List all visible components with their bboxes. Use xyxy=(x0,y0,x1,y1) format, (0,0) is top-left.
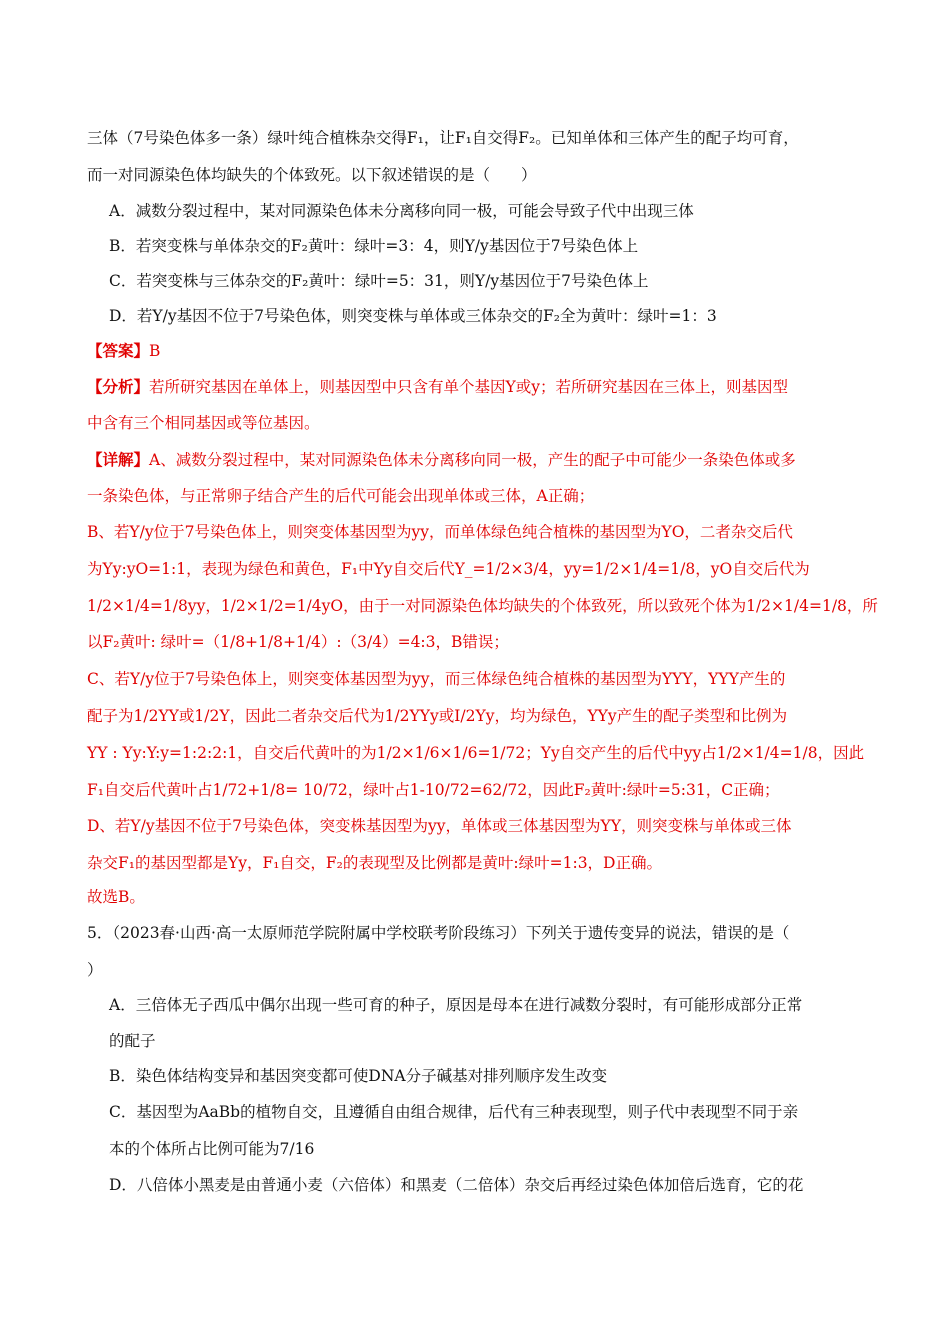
detail-line-5: 1/2×1/4=1/8yy，1/2×1/2=1/4yO，由于一对同源染色体均缺失的个体致死，所以致死个体为1/2×1/4=1/8，所 xyxy=(87,597,878,615)
analysis-text-1: 若所研究基因在单体上，则基因型中只含有单个基因Y或y；若所研究基因在三体上，则基因型 xyxy=(149,378,789,396)
detail-line-6: 以F₂黄叶: 绿叶=（1/8+1/8+1/4）:（3/4）=4:3，B错误； xyxy=(87,633,509,651)
detail-line-13: 故选B。 xyxy=(87,888,145,906)
detail-tag: 【详解】 xyxy=(87,450,150,469)
q4-stem-line-1: 三体（7号染色体多一条）绿叶纯合植株杂交得F₁，让F₁自交得F₂。已知单体和三体产生的配子均可育， xyxy=(87,129,799,147)
detail-line-10: F₁自交后代黄叶占1/72+1/8= 10/72，绿叶占1-10/72=62/72，因此F₂黄叶:绿叶=5:31，C正确； xyxy=(87,781,780,799)
q5-option-c-line-1: C．基因型为AaBb的植物自交，且遵循自由组合规律，后代有三种表现型，则子代中表现型不同于亲 xyxy=(109,1103,799,1121)
analysis-line-1 xyxy=(87,377,788,397)
detail-line-7: C、若Y/y位于7号染色体上，则突变体基因型为yy，而三体绿色纯合植株的基因型为YYY，YYY产生的 xyxy=(87,670,786,688)
q5-option-a-line-1: A．三倍体无子西瓜中偶尔出现一些可育的种子，原因是母本在进行减数分裂时，有可能形成部分正常 xyxy=(109,996,803,1014)
q5-option-c-line-2: 本的个体所占比例可能为7/16 xyxy=(109,1140,315,1158)
answer-tag: 【答案】 xyxy=(87,341,150,360)
q4-stem-line-2: 而一对同源染色体均缺失的个体致死。以下叙述错误的是（ ） xyxy=(87,166,537,184)
detail-line-2: 一条染色体，与正常卵子结合产生的后代可能会出现单体或三体，A正确； xyxy=(87,487,595,505)
q5-option-d-line-1: D．八倍体小黑麦是由普通小麦（六倍体）和黑麦（二倍体）杂交后再经过染色体加倍后选育，它的花 xyxy=(109,1176,804,1194)
answer-value: B xyxy=(149,342,161,360)
detail-line-9: YY : Yy:Y:y=1:2:2:1，自交后代黄叶的为1/2×1/6×1/6=1/72；Yy自交产生的后代中yy占1/2×1/4=1/8，因此 xyxy=(87,744,865,762)
detail-line-1 xyxy=(87,450,796,470)
detail-line-12: 杂交F₁的基因型都是Yy，F₁自交，F₂的表现型及比例都是黄叶:绿叶=1:3，D正确。 xyxy=(87,854,662,872)
detail-line-11: D、若Y/y基因不位于7号染色体，突变株基因型为yy，单体或三体基因型为YY，则突变株与单体或三体 xyxy=(87,817,792,835)
analysis-tag: 【分析】 xyxy=(87,377,150,396)
q5-stem-line-1: 5．（2023春·山西·高一太原师范学院附属中学校联考阶段练习）下列关于遗传变异的说法，错误的是（ xyxy=(87,924,790,942)
q4-option-b: B．若突变株与单体杂交的F₂黄叶：绿叶=3：4，则Y/y基因位于7号染色体上 xyxy=(109,237,639,255)
detail-text-1: A、减数分裂过程中，某对同源染色体未分离移向同一极，产生的配子中可能少一条染色体或多 xyxy=(149,451,796,469)
q4-option-d: D．若Y/y基因不位于7号染色体，则突变株与单体或三体杂交的F₂全为黄叶：绿叶=1：3 xyxy=(109,307,717,325)
q5-option-b: B．染色体结构变异和基因突变都可使DNA分子碱基对排列顺序发生改变 xyxy=(109,1067,608,1085)
detail-line-3: B、若Y/y位于7号染色体上，则突变体基因型为yy，而单体绿色纯合植株的基因型为YO，二者杂交后代 xyxy=(87,523,793,541)
answer-line xyxy=(87,341,160,361)
q5-option-a-line-2: 的配子 xyxy=(109,1032,156,1050)
analysis-line-2: 中含有三个相同基因或等位基因。 xyxy=(87,414,320,432)
q4-option-a: A．减数分裂过程中，某对同源染色体未分离移向同一极，可能会导致子代中出现三体 xyxy=(109,202,694,220)
q4-option-c: C．若突变株与三体杂交的F₂黄叶：绿叶=5：31，则Y/y基因位于7号染色体上 xyxy=(109,272,649,290)
detail-line-4: 为Yy:yO=1:1，表现为绿色和黄色，F₁中Yy自交后代Y_=1/2×3/4，yy=1/2×1/4=1/8，yO自交后代为 xyxy=(87,560,810,578)
detail-line-8: 配子为1/2YY或1/2Y，因此二者杂交后代为1/2YYy或I/2Yy，均为绿色，YYy产生的配子类型和比例为 xyxy=(87,707,788,725)
q5-stem-line-2: ） xyxy=(87,961,103,979)
